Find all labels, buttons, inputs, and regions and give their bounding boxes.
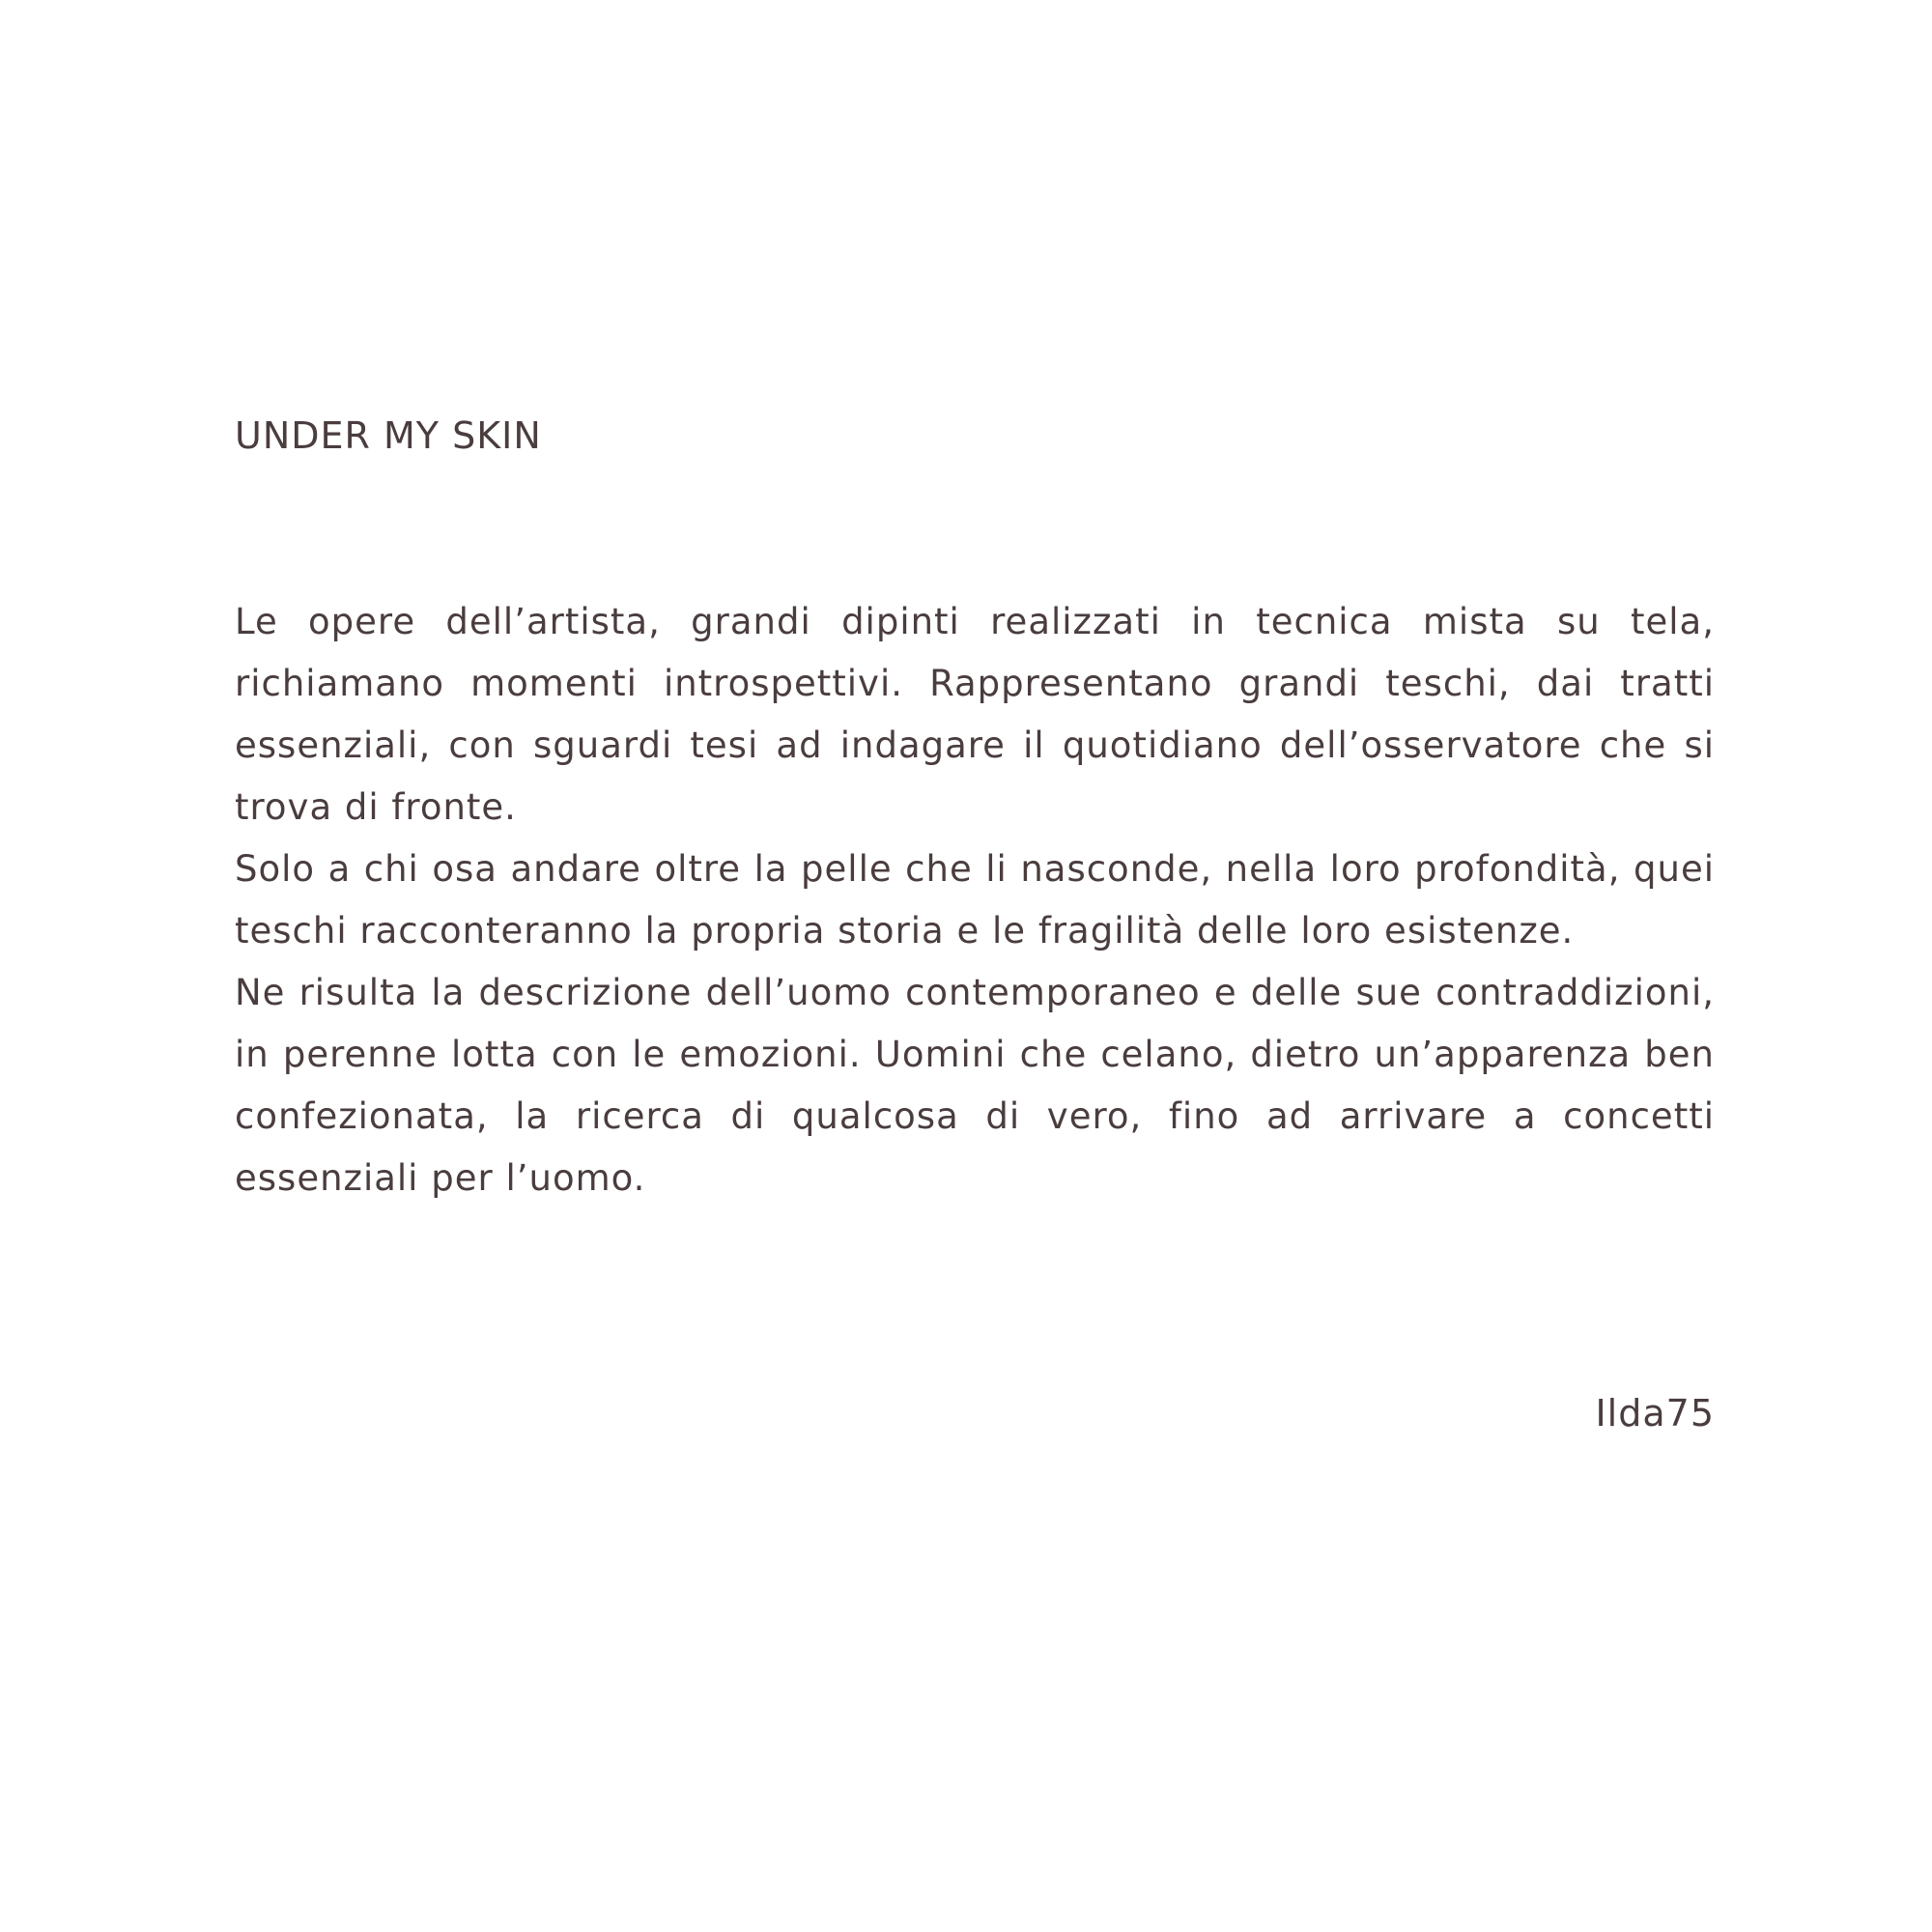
document-title: UNDER MY SKIN [235, 414, 542, 457]
paragraph-2: Solo a chi osa andare oltre la pelle che li nasconde, nella loro profondità, quei teschi racconteranno la propria storia e le fragilità delle loro esistenze. [235, 848, 1715, 952]
document-body [235, 591, 1715, 1209]
paragraph-3: Ne risulta la descrizione dell’uomo contemporaneo e delle sue contraddizioni, in perenne lotta con le emozioni. Uomini che celano, dietro un’apparenza ben confezionata, la ricerca di qualcosa di vero, fino ad arrivare a concetti essenziali per l’uomo. [235, 972, 1715, 1199]
paragraph-1: Le opere dell’artista, grandi dipinti realizzati in tecnica mista su tela, richiamano momenti introspettivi. Rappresentano grandi teschi, dai tratti essenziali, con sguardi tesi ad indagare il quotidiano dell’osservatore che si trova di fronte. [235, 601, 1715, 828]
author-signature: Ilda75 [1595, 1392, 1715, 1435]
